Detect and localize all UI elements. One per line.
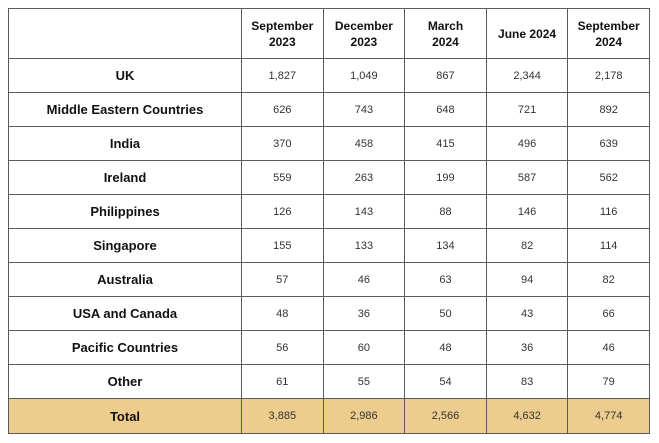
table-cell: 3,885 <box>242 399 324 434</box>
table-cell: 4,632 <box>486 399 568 434</box>
row-label: Total <box>9 399 242 434</box>
table-cell: 46 <box>568 331 650 365</box>
row-label: USA and Canada <box>9 297 242 331</box>
data-table <box>8 8 650 434</box>
table-cell: 639 <box>568 127 650 161</box>
table-cell: 36 <box>486 331 568 365</box>
row-label: Ireland <box>9 161 242 195</box>
table-cell: 370 <box>242 127 324 161</box>
column-header <box>242 9 324 59</box>
table-cell: 146 <box>486 195 568 229</box>
table-cell: 892 <box>568 93 650 127</box>
table-cell: 57 <box>242 263 324 297</box>
row-label: Middle Eastern Countries <box>9 93 242 127</box>
table-cell: 562 <box>568 161 650 195</box>
table-cell: 721 <box>486 93 568 127</box>
table-container <box>8 8 649 434</box>
table-cell: 587 <box>486 161 568 195</box>
row-label: India <box>9 127 242 161</box>
row-label: Philippines <box>9 195 242 229</box>
table-row <box>9 93 650 127</box>
table-cell: 116 <box>568 195 650 229</box>
table-cell: 94 <box>486 263 568 297</box>
table-cell: 2,986 <box>323 399 405 434</box>
table-cell: 559 <box>242 161 324 195</box>
total-row <box>9 399 650 434</box>
table-cell: 46 <box>323 263 405 297</box>
table-cell: 55 <box>323 365 405 399</box>
table-cell: 648 <box>405 93 487 127</box>
column-header-line: 2024 <box>595 34 623 49</box>
table-cell: 82 <box>486 229 568 263</box>
table-cell: 114 <box>568 229 650 263</box>
table-cell: 126 <box>242 195 324 229</box>
column-header-line: 2024 <box>432 34 459 49</box>
table-cell: 199 <box>405 161 487 195</box>
table-row <box>9 365 650 399</box>
row-label: Australia <box>9 263 242 297</box>
table-cell: 415 <box>405 127 487 161</box>
column-header-line: March <box>427 18 464 33</box>
row-label: UK <box>9 59 242 93</box>
table-cell: 134 <box>405 229 487 263</box>
table-cell: 496 <box>486 127 568 161</box>
column-header-line: December <box>334 18 393 33</box>
table-cell: 2,344 <box>486 59 568 93</box>
table-cell: 63 <box>405 263 487 297</box>
table-cell: 1,049 <box>323 59 405 93</box>
table-cell: 82 <box>568 263 650 297</box>
table-cell: 56 <box>242 331 324 365</box>
header-row <box>9 9 650 59</box>
table-cell: 143 <box>323 195 405 229</box>
table-cell: 133 <box>323 229 405 263</box>
table-cell: 54 <box>405 365 487 399</box>
table-cell: 79 <box>568 365 650 399</box>
table-cell: 743 <box>323 93 405 127</box>
table-cell: 48 <box>405 331 487 365</box>
table-row <box>9 195 650 229</box>
column-header <box>405 9 487 59</box>
table-cell: 83 <box>486 365 568 399</box>
table-row <box>9 297 650 331</box>
table-cell: 61 <box>242 365 324 399</box>
table-cell: 155 <box>242 229 324 263</box>
column-header <box>486 9 568 59</box>
column-header-line: 2023 <box>268 34 296 49</box>
table-cell: 60 <box>323 331 405 365</box>
header-corner-cell <box>9 9 242 59</box>
column-header-line: September <box>577 18 640 33</box>
table-row <box>9 331 650 365</box>
table-cell: 626 <box>242 93 324 127</box>
table-row <box>9 263 650 297</box>
table-cell: 48 <box>242 297 324 331</box>
table-cell: 1,827 <box>242 59 324 93</box>
table-cell: 36 <box>323 297 405 331</box>
table-row <box>9 127 650 161</box>
table-cell: 2,566 <box>405 399 487 434</box>
column-header-line: June 2024 <box>498 26 557 41</box>
table-cell: 88 <box>405 195 487 229</box>
table-cell: 458 <box>323 127 405 161</box>
table-row <box>9 59 650 93</box>
column-header <box>568 9 650 59</box>
table-row <box>9 161 650 195</box>
column-header-line: 2023 <box>350 34 378 49</box>
table-cell: 66 <box>568 297 650 331</box>
table-cell: 4,774 <box>568 399 650 434</box>
table-row <box>9 229 650 263</box>
column-header <box>323 9 405 59</box>
table-cell: 867 <box>405 59 487 93</box>
table-cell: 263 <box>323 161 405 195</box>
row-label: Singapore <box>9 229 242 263</box>
table-cell: 50 <box>405 297 487 331</box>
table-body <box>9 59 650 434</box>
table-cell: 2,178 <box>568 59 650 93</box>
row-label: Pacific Countries <box>9 331 242 365</box>
row-label: Other <box>9 365 242 399</box>
table-cell: 43 <box>486 297 568 331</box>
column-header-line: September <box>251 18 314 33</box>
